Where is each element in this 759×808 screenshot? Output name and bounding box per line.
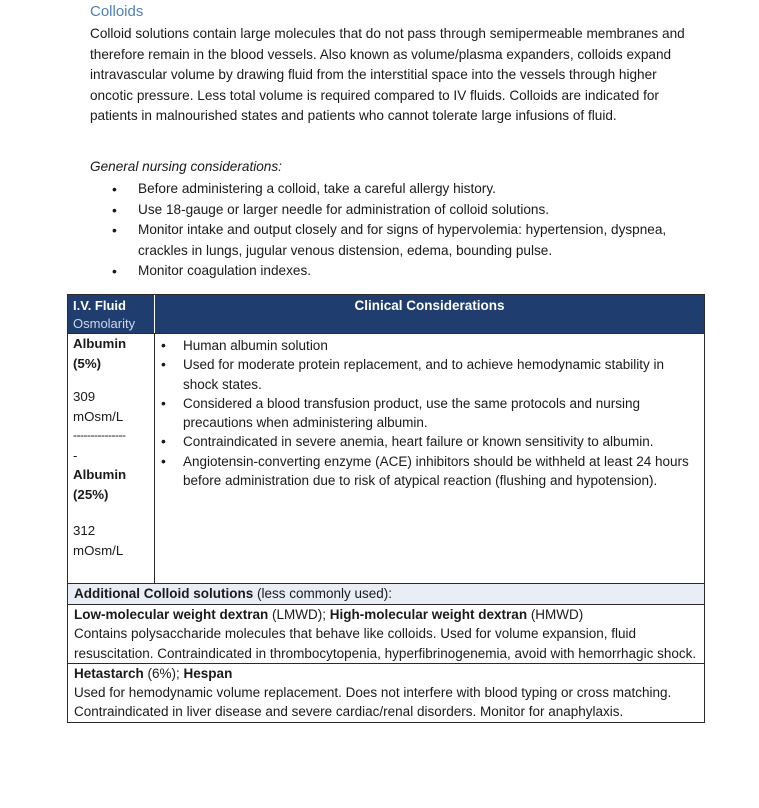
list-item: • Contraindicated in severe anemia, heart failure or known sensitivity to albumin. (155, 432, 700, 451)
header-fluid-label: I.V. Fluid (73, 298, 126, 313)
clinical-cell (155, 334, 704, 583)
hetastarch-description: Used for hemodynamic volume replacement. Does not interfere with blood typing or cross matching. Contraindicated in liver disease and severe cardiac/renal disorders. Monitor for anaphylaxis. (74, 685, 672, 720)
fluid1-osmolarity-value: 309 (73, 389, 96, 404)
intro-paragraph: Colloid solutions contain large molecules that do not pass through semipermeable membranes and therefore remain in the blood vessels. Also known as volume/plasma expanders, colloids expand intravascular volume by drawing fluid from the interstitial space into the vessels through higher oncotic pressure. Less total volume is required compared to IV fluids. Colloids are indicated for patients in malnourished states and patients who cannot tolerate large infusions of fluid. (90, 26, 685, 124)
fluid2-name: Albumin (73, 467, 127, 482)
additional-colloids-header (68, 583, 704, 604)
list-item: • Use 18-gauge or larger needle for administration of colloid solutions. (110, 200, 710, 221)
dextran-low-abbr: (LMWD); (268, 607, 330, 622)
colloid-table (67, 294, 705, 723)
separator-line: --------------- (73, 428, 126, 442)
list-item: • Considered a blood transfusion product, use the same protocols and nursing precautions when administering albumin. (155, 394, 700, 433)
list-item: • Used for moderate protein replacement, and to achieve hemodynamic stability in shock states. (155, 355, 700, 394)
separator-dash: - (73, 447, 78, 463)
list-item: • Angiotensin-converting enzyme (ACE) inhibitors should be withheld at least 24 hours before administration due to risk of atypical reaction (flushing and hypotension). (155, 452, 700, 491)
header-osmolarity-label: Osmolarity (73, 316, 136, 331)
dextran-low-name: Low-molecular weight dextran (74, 607, 269, 622)
fluid2-percent: (25%) (73, 486, 109, 502)
section-heading: Colloids (90, 3, 144, 20)
fluid1-percent: (5%) (73, 355, 102, 371)
header-clinical-label: Clinical Considerations (354, 298, 505, 313)
considerations-title: General nursing considerations: (90, 159, 282, 174)
additional-title: Additional Colloid solutions (74, 586, 254, 601)
hetastarch-section (68, 663, 704, 722)
additional-note: (less commonly used): (253, 586, 393, 601)
dextran-section (68, 604, 704, 663)
dextran-description: Contains polysaccharide molecules that behave like colloids. Used for volume expansion, fluid resuscitation. Contraindicated in thrombocytopenia, hyperfibrinogenemia, avoid with hemorrhagic shock. (74, 626, 697, 661)
table-header (68, 295, 704, 333)
fluid2-osmolarity-value: 312 (73, 523, 96, 538)
list-item: • Before administering a colloid, take a careful allergy history. (110, 179, 710, 200)
dextran-high-abbr: (HMWD) (527, 607, 584, 622)
table-row (68, 333, 704, 583)
fluid1-osmolarity-unit: mOsm/L (73, 408, 124, 424)
hetastarch-name: Hetastarch (74, 665, 144, 681)
list-item: • Monitor intake and output closely and for signs of hypervolemia: hypertension, dyspnea, crackles in lungs, jugular venous distension, edema, bounding pulse. (110, 220, 710, 261)
hetastarch-percent: (6%); (143, 665, 184, 681)
fluid2-osmolarity-unit: mOsm/L (73, 542, 124, 558)
fluid1-name: Albumin (73, 336, 127, 351)
dextran-high-name: High-molecular weight dextran (329, 607, 528, 622)
header-fluid-cell (68, 295, 155, 333)
list-item: • Human albumin solution (155, 336, 700, 355)
clinical-list (155, 336, 700, 490)
considerations-list (110, 179, 710, 282)
fluid-cell (68, 334, 155, 583)
hespan-name: Hespan (183, 665, 233, 681)
list-item: • Monitor coagulation indexes. (110, 261, 710, 282)
